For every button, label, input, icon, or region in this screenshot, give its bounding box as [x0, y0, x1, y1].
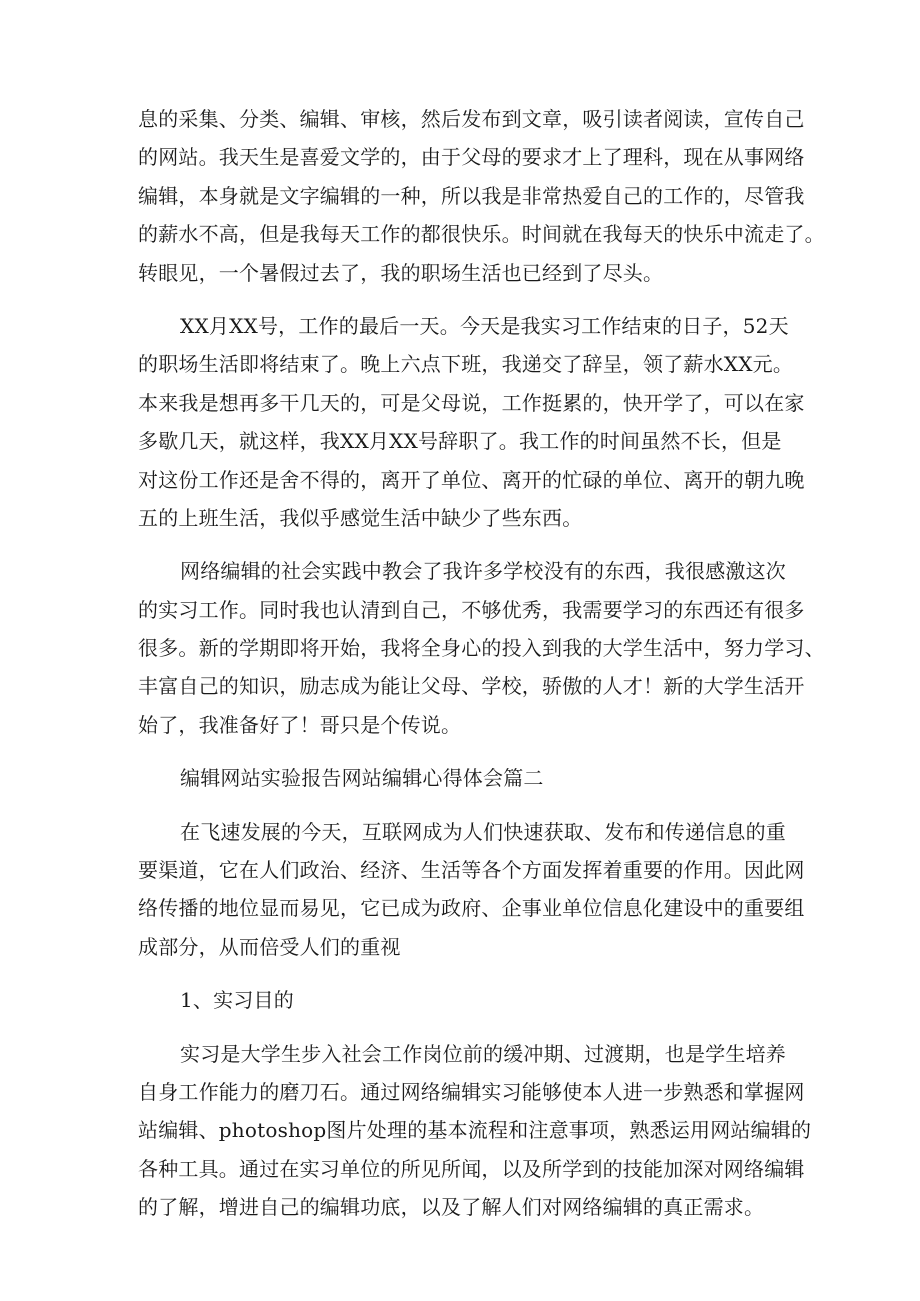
text-line: 各种工具。通过在实习单位的所见所闻，以及所学到的技能加深对网络编辑: [138, 1156, 805, 1181]
subsection-heading: 1、实习目的: [180, 988, 294, 1013]
text-line: 的薪水不高，但是我每天工作的都很快乐。时间就在我每天的快乐中流走了。: [138, 222, 825, 247]
text-line: 的了解，增进自己的编辑功底，以及了解人们对网络编辑的真正需求。: [138, 1195, 765, 1220]
text-line: 五的上班生活，我似乎感觉生活中缺少了些东西。: [138, 505, 583, 530]
text-line: 的实习工作。同时我也认清到自己，不够优秀，我需要学习的东西还有很多: [138, 597, 805, 622]
text-line: 的网站。我天生是喜爱文学的，由于父母的要求才上了理科，现在从事网络: [138, 145, 805, 170]
text-line: 成部分，从而倍受人们的重视: [138, 934, 401, 959]
text-line: 要渠道，它在人们政治、经济、生活等各个方面发挥着重要的作用。因此网: [138, 858, 805, 883]
paragraph-1: [138, 100, 825, 292]
paragraph-5: [138, 1035, 812, 1227]
paragraph-3: [138, 552, 825, 744]
text-line: 丰富自己的知识，励志成为能让父母、学校，骄傲的人才！新的大学生活开: [138, 674, 805, 699]
text-line: 本来我是想再多干几天的，可是父母说，工作挺累的，快开学了，可以在家: [138, 390, 805, 415]
text-line: 的职场生活即将结束了。晚上六点下班，我递交了辞呈，领了薪水XX元。: [138, 352, 794, 377]
text-line: 对这份工作还是舍不得的，离开了单位、离开的忙碌的单位、离开的朝九晚: [138, 467, 805, 492]
text-line: 网络编辑的社会实践中教会了我许多学校没有的东西，我很感激这次: [180, 559, 786, 584]
text-line: 实习是大学生步入社会工作岗位前的缓冲期、过渡期，也是学生培养: [180, 1041, 786, 1066]
text-line: XX月XX号，工作的最后一天。今天是我实习工作结束的日子，52天: [180, 313, 789, 338]
section-heading-part-two: [138, 759, 806, 797]
text-line: 始了，我准备好了！哥只是个传说。: [138, 712, 462, 737]
text-line: 息的采集、分类、编辑、审核，然后发布到文章，吸引读者阅读，宣传自己: [138, 107, 805, 131]
text-line: 自身工作能力的磨刀石。通过网络编辑实习能够使本人进一步熟悉和掌握网: [138, 1079, 805, 1104]
text-line: 转眼见，一个暑假过去了，我的职场生活也已经到了尽头。: [138, 260, 664, 285]
text-line: 站编辑、photoshop图片处理的基本流程和注意事项，熟悉运用网站编辑的: [138, 1118, 812, 1143]
section-heading-internship-goal: [138, 981, 806, 1019]
paragraph-2: [138, 307, 806, 537]
document-body: [138, 100, 825, 1242]
paragraph-4: [138, 813, 806, 967]
text-line: 编辑，本身就是文字编辑的一种，所以我是非常热爱自己的工作的，尽管我: [138, 183, 805, 208]
text-line: 多歇几天，就这样，我XX月XX号辞职了。我工作的时间虽然不长，但是: [138, 429, 782, 454]
text-line: 络传播的地位显而易见，它已成为政府、企事业单位信息化建设中的重要组: [138, 896, 805, 921]
text-line: 很多。新的学期即将开始，我将全身心的投入到我的大学生活中，努力学习、: [138, 636, 825, 661]
text-line: 在飞速发展的今天，互联网成为人们快速获取、发布和传递信息的重: [180, 819, 786, 844]
section-heading: 编辑网站实验报告网站编辑心得体会篇二: [180, 766, 544, 791]
